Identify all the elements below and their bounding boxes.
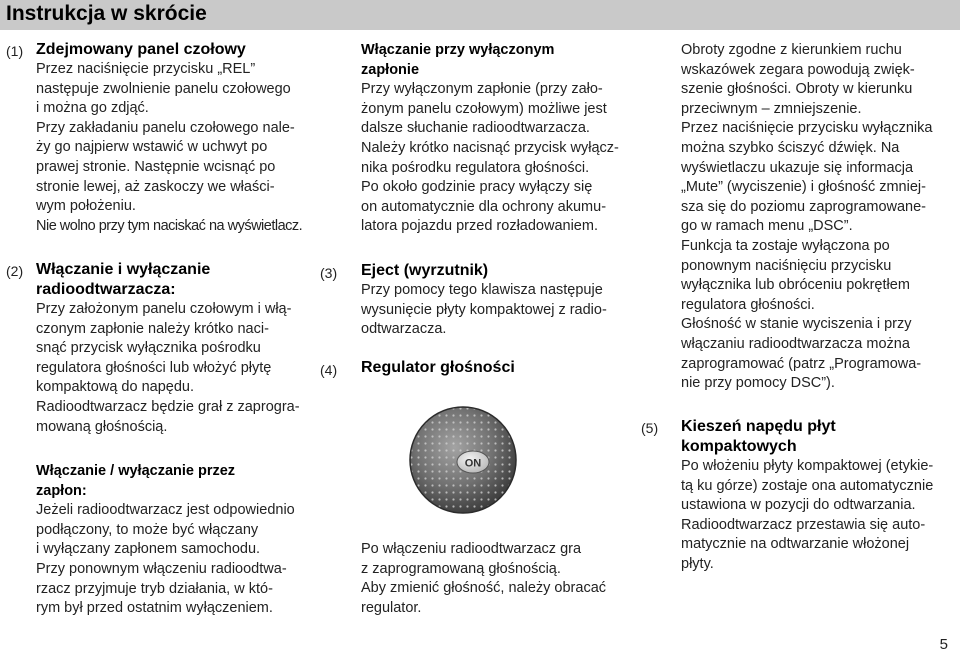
text-line: szenie głośności. Obroty w kierunku [681, 81, 913, 98]
text-line: nika pośrodku regulatora głośności. [361, 159, 590, 176]
text-line: stronie lewej, aż zaskoczy we właści- [36, 178, 275, 195]
page-title: Instrukcja w skrócie [0, 0, 960, 30]
text-line: go w ramach menu „DSC”. [681, 218, 853, 235]
text-line: on automatycznie dla ochrony akumu- [361, 198, 607, 215]
text-line: rzacz przyjmuje tryb działania, w któ- [36, 580, 273, 597]
text-line: snąć przycisk wyłącznika pośrodku [36, 340, 261, 357]
text-line: regulatora głośności lub włożyć płytę [36, 359, 272, 376]
text-line: wyświetlaczu ukazuje się informacja [681, 159, 914, 176]
heading-line: Włączanie i wyłączanie [36, 261, 211, 278]
text-line: włączaniu radioodtwarzacza można [681, 335, 910, 352]
text-line: Jeżeli radioodtwarzacz jest odpowiednio [36, 502, 295, 519]
section-volume-text [361, 540, 636, 618]
text-line: i można go zdjąć. [36, 100, 149, 117]
heading-line: kompaktowych [681, 438, 797, 455]
text-line: z zaprogramowaną głośnością. [361, 560, 561, 577]
text-line: rym był przed ostatnim wyłączeniem. [36, 600, 273, 617]
section-number-4: (4) [320, 362, 338, 378]
text-line: prawej stronie. Następnie wcisnąć po [36, 158, 276, 175]
text-line: sza się do poziomu zaprogramowane- [681, 198, 927, 215]
text-line: regulator. [361, 599, 422, 616]
text-line: Funkcja ta zostaje wyłączona po [681, 237, 890, 254]
section-ignition-power [36, 462, 311, 619]
heading-line: radioodtwarzacza: [36, 281, 176, 298]
section-volume-continued [681, 41, 951, 394]
volume-knob-icon [408, 405, 518, 515]
volume-knob-illustration [408, 405, 518, 515]
text-line: Po włączeniu radioodtwarzacz gra [361, 541, 582, 557]
text-line: latora pojazdu przed rozładowaniem. [361, 218, 598, 235]
heading-line: zapłonie [361, 61, 420, 78]
text-line: wyłącznika lub obróceniu pokrętłem [681, 277, 910, 294]
section-front-panel [36, 40, 306, 236]
knob-on-label: ON [464, 457, 482, 470]
text-line: ustawiona w pozycji do odtwarzania. [681, 497, 916, 514]
section-number-3: (3) [320, 265, 338, 281]
section-eject [361, 261, 636, 340]
text-line: odtwarzacza. [361, 321, 447, 338]
section-number-1: (1) [6, 43, 24, 59]
text-line: Radioodtwarzacz przestawia się auto- [681, 516, 926, 533]
section-power [36, 260, 311, 437]
text-line: można szybko ściszyć dźwięk. Na [681, 139, 900, 156]
text-line: żonym panelu czołowym) możliwe jest [361, 100, 607, 117]
heading-line: Kieszeń napędu płyt [681, 418, 836, 435]
section-number-2: (2) [6, 263, 24, 279]
text-line: Obroty zgodne z kierunkiem ruchu [681, 42, 902, 58]
subsection-heading-ignition [36, 462, 311, 501]
text-line: ponownym naciśnięciu przycisku [681, 257, 892, 274]
heading-line: Włączanie przy wyłączonym [361, 42, 555, 58]
text-line: ży go najpierw wstawić w uchwyt po [36, 139, 268, 156]
section-heading-power [36, 260, 311, 300]
section-heading-cd-slot [681, 417, 951, 457]
text-line: regulatora głośności. [681, 296, 815, 313]
text-line: Przy pomocy tego klawisza następuje [361, 282, 603, 298]
text-line: i wyłączany zapłonem samochodu. [36, 541, 261, 558]
section-heading-eject: Eject (wyrzutnik) [361, 262, 489, 279]
text-line: kompaktową do napędu. [36, 379, 194, 396]
text-line: mowaną głośnością. [36, 418, 168, 435]
section-number-5: (5) [641, 420, 659, 436]
section-volume [361, 358, 636, 378]
text-line: Przez naciśnięcie przycisku wyłącznika [681, 120, 933, 137]
text-line: dalsze słuchanie radioodtwarzacza. [361, 120, 590, 137]
text-line: zaprogramować (patrz „Programowa- [681, 355, 922, 372]
text-line: Należy krótko nacisnąć przycisk wyłącz- [361, 139, 619, 156]
text-line: Przy zakładaniu panelu czołowego nale- [36, 119, 295, 136]
text-line: Nie wolno przy tym naciskać na wyświetlacz. [36, 217, 303, 234]
text-line: Głośność w stanie wyciszenia i przy [681, 316, 912, 333]
text-line: przeciwnym – zmniejszenie. [681, 100, 862, 117]
section-heading-volume: Regulator głośności [361, 359, 515, 376]
section-ignition-off [361, 41, 636, 237]
text-line: Przy założonym panelu czołowym i włą- [36, 301, 292, 317]
text-line: następuje zwolnienie panelu czołowego [36, 80, 291, 97]
text-line: Po około godzinie pracy wyłączy się [361, 179, 593, 196]
text-line: czonym zapłonie należy krótko naci- [36, 320, 269, 337]
text-line: Przez naciśnięcie przycisku „REL” [36, 61, 256, 77]
text-line: Po włożeniu płyty kompaktowej (etykie- [681, 458, 934, 474]
text-line: Przy wyłączonym zapłonie (przy zało- [361, 81, 603, 98]
text-line: wskazówek zegara powodują zwięk- [681, 61, 915, 78]
text-line: nie przy pomocy DSC”). [681, 375, 835, 392]
text-line: Aby zmienić głośność, należy obracać [361, 580, 607, 597]
heading-line: Włączanie / wyłączanie przez [36, 463, 236, 479]
text-line: Przy ponownym włączeniu radioodtwa- [36, 560, 287, 577]
section-heading-ignition-off [361, 41, 636, 80]
page-number: 5 [939, 636, 948, 653]
heading-line: zapłon: [36, 482, 87, 499]
text-line: podłączony, to może być włączany [36, 521, 259, 538]
section-cd-slot [681, 417, 951, 575]
text-line: tą ku górze) zostaje ona automatycznie [681, 477, 934, 494]
text-line: wym położeniu. [36, 198, 136, 215]
text-line: „Mute” (wyciszenie) i głośność zmniej- [681, 179, 926, 196]
text-line: Radioodtwarzacz będzie grał z zaprogra- [36, 398, 300, 415]
text-line: wysunięcie płyty kompaktowej z radio- [361, 301, 607, 318]
text-line: matycznie na odtwarzanie włożonej [681, 536, 910, 553]
text-line: płyty. [681, 555, 714, 572]
section-heading-front-panel: Zdejmowany panel czołowy [36, 41, 246, 58]
